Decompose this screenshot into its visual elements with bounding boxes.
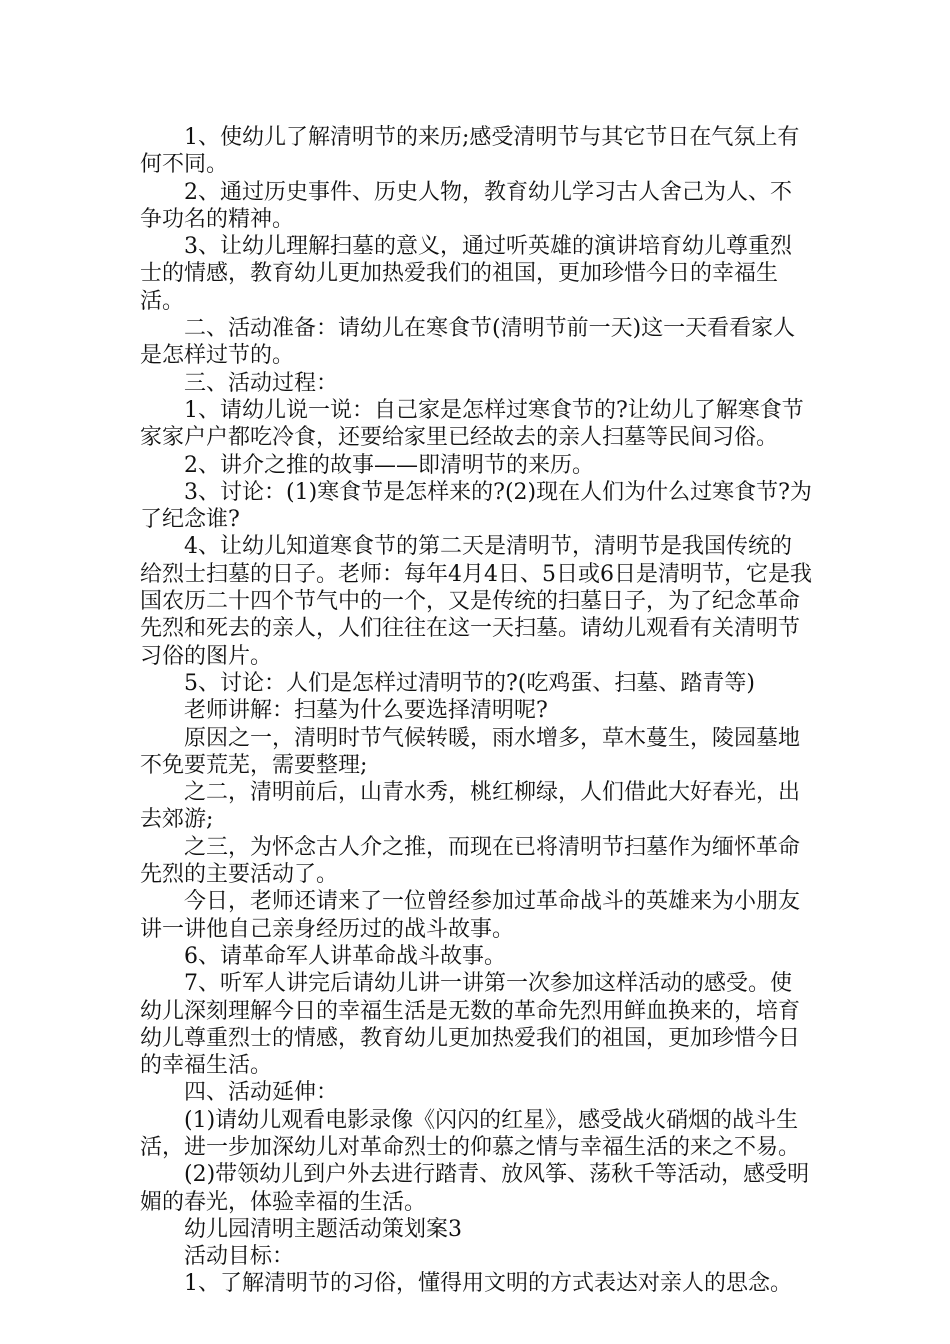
reason-3-paragraph: 之三，为怀念古人介之推，而现在已将清明节扫墓作为缅怀革命先烈的主要活动了。 xyxy=(140,834,801,888)
process-step-7: 7、听军人讲完后请幼儿讲一讲第一次参加这样活动的感受。使幼儿深刻理解今日的幸福生活是无数的革命先烈用鲜血换来的，培育幼儿尊重烈士的情感，教育幼儿更加热爱我们的祖国，更加珍惜今日的幸福生活。 xyxy=(140,971,801,1079)
process-step-3: 3、讨论：(1)寒食节是怎样来的?(2)现在人们为什么过寒食节?为了纪念谁? xyxy=(140,479,812,533)
goal-2-paragraph: 2、通过历史事件、历史人物，教育幼儿学习古人舍己为人、不争功名的精神。 xyxy=(140,179,792,232)
plan-3-goal-1: 1、了解清明节的习俗，懂得用文明的方式表达对亲人的思念。 xyxy=(184,1271,792,1297)
extension-heading: 四、活动延伸： xyxy=(184,1080,339,1106)
extension-item-2: (2)带领幼儿到户外去进行踏青、放风筝、荡秋千等活动，感受明媚的春光，体验幸福的生活。 xyxy=(140,1162,810,1215)
process-step-1: 1、请幼儿说一说：自己家是怎样过寒食节的?让幼儿了解寒食节家家户户都吃冷食，还要给家里已经故去的亲人扫墓等民间习俗。 xyxy=(140,397,804,451)
reason-1-paragraph: 原因之一，清明时节气候转暖，雨水增多，草木蔓生，陵园墓地不免要荒芜，需要整理; xyxy=(140,725,801,778)
process-step-2: 2、讲介之推的故事——即清明节的来历。 xyxy=(184,452,594,478)
hero-invite-paragraph: 今日，老师还请来了一位曾经参加过革命战斗的英雄来为小朋友讲一讲他自己亲身经历过的战斗故事。 xyxy=(140,889,801,942)
goal-1-paragraph: 1、使幼儿了解清明节的来历;感受清明节与其它节日在气氛上有何不同。 xyxy=(140,125,800,178)
process-step-5: 5、讨论：人们是怎样过清明节的?(吃鸡蛋、扫墓、踏青等) xyxy=(184,670,755,696)
plan-3-goals-heading: 活动目标： xyxy=(184,1244,295,1270)
process-step-4: 4、让幼儿知道寒食节的第二天是清明节，清明节是我国传统的给烈士扫墓的日子。老师：每年4月4日、5日或6日是清明节，它是我国农历二十四个节气中的一个，又是传统的扫墓日子，为了纪念革命先烈和死去的亲人，人们往往在这一天扫墓。请幼儿观看有关清明节习俗的图片。 xyxy=(140,534,812,669)
goal-3-paragraph: 3、让幼儿理解扫墓的意义，通过听英雄的演讲培育幼儿尊重烈士的情感，教育幼儿更加热爱我们的祖国，更加珍惜今日的幸福生活。 xyxy=(140,234,792,314)
process-step-6: 6、请革命军人讲革命战斗故事。 xyxy=(184,943,506,969)
process-heading: 三、活动过程： xyxy=(184,370,339,396)
extension-item-1: (1)请幼儿观看电影录像《闪闪的红星》，感受战火硝烟的战斗生活，进一步加深幼儿对革命烈士的仰慕之情与幸福生活的来之不易。 xyxy=(140,1107,801,1160)
plan-3-title: 幼儿园清明主题活动策划案3 xyxy=(184,1216,462,1242)
document-page xyxy=(140,124,812,1298)
preparation-paragraph: 二、活动准备：请幼儿在寒食节(清明节前一天)这一天看看家人是怎样过节的。 xyxy=(140,316,796,369)
teacher-explanation: 老师讲解：扫墓为什么要选择清明呢? xyxy=(184,698,548,724)
reason-2-paragraph: 之二，清明前后，山青水秀，桃红柳绿，人们借此大好春光，出去郊游; xyxy=(140,780,801,833)
